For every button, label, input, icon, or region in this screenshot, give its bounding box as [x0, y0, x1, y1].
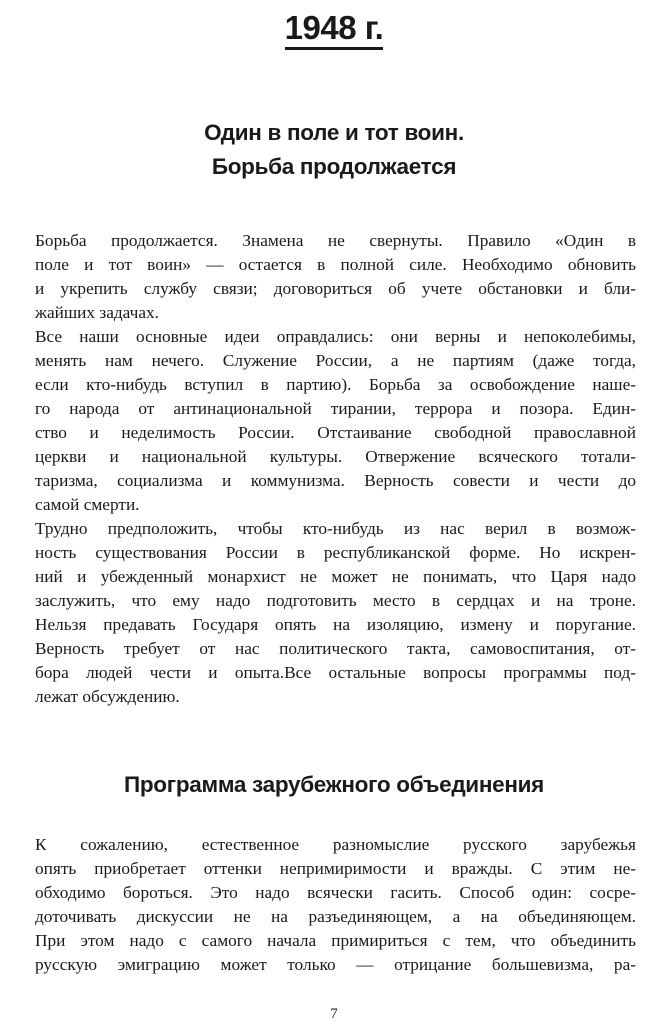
text-line: обходимо бороться. Это надо всячески гасить. Способ один: сосре- [35, 883, 636, 902]
text-line: лежат обсуждению. [35, 687, 180, 706]
text-line: ство и неделимость России. Отстаивание свободной православной [35, 423, 636, 442]
text-line: самой смерти. [35, 495, 140, 514]
text-line: поле и тот воин» — остается в полной силе. Необходимо обновить [35, 255, 636, 274]
section-1-paragraph-2 [35, 325, 636, 517]
text-line: если кто-нибудь вступил в партию). Борьба за освобождение наше- [35, 375, 636, 394]
text-line: таризма, социализма и коммунизма. Верность совести и чести до [35, 471, 636, 490]
text-line: Трудно предположить, чтобы кто-нибудь из нас верил в возмож- [35, 519, 636, 538]
section-title-1-line-1: Один в поле и тот воин. [204, 120, 464, 145]
text-line: Нельзя предавать Государя опять на изоляцию, измену и поругание. [35, 615, 636, 634]
text-line: Все наши основные идеи оправдались: они верны и непоколебимы, [35, 327, 636, 346]
text-line: К сожалению, естественное разномыслие русского зарубежья [35, 835, 636, 854]
text-line: заслужить, что ему надо подготовить место в сердцах и на троне. [35, 591, 636, 610]
text-line: церкви и национальной культуры. Отвержение всяческого тотали- [35, 447, 636, 466]
text-line: Верность требует от нас политического такта, самовоспитания, от- [35, 639, 636, 658]
text-line: ность существования России в республиканской форме. Но искрен- [35, 543, 636, 562]
section-title-2-text: Программа зарубежного объединения [123, 772, 544, 797]
text-line: При этом надо с самого начала примириться с тем, что объединить [35, 931, 636, 950]
page-number: 7 [330, 1006, 338, 1022]
text-line: бора людей чести и опыта.Все остальные вопросы программы под- [35, 663, 636, 682]
text-line: ний и убежденный монархист не может не понимать, что Царя надо [35, 567, 636, 586]
year-heading-text: 1948 г. [285, 9, 384, 50]
text-line: менять нам нечего. Служение России, а не партиям (даже тогда, [35, 351, 636, 370]
text-line: опять приобретает оттенки непримиримости и вражды. С этим не- [35, 859, 636, 878]
text-line: жайших задачах. [35, 303, 159, 322]
section-1-paragraph-3 [35, 517, 636, 709]
text-line: доточивать дискуссии не на разъединяющем, а на объединяющем. [35, 907, 636, 926]
text-line: и укрепить службу связи; договориться об учете обстановки и бли- [35, 279, 636, 298]
section-2-paragraph-1 [35, 833, 636, 977]
text-line: Борьба продолжается. Знамена не свернуты. Правило «Один в [35, 231, 636, 250]
section-title-1-line-2: Борьба продолжается [211, 154, 457, 179]
text-line: русскую эмиграцию может только — отрицание большевизма, ра- [35, 955, 636, 974]
text-line: го народа от антинациональной тирании, террора и позора. Един- [35, 399, 636, 418]
section-title-1 [20, 116, 648, 184]
year-heading [0, 6, 668, 50]
section-title-2 [20, 768, 648, 802]
section-1-paragraph-1 [35, 229, 636, 325]
